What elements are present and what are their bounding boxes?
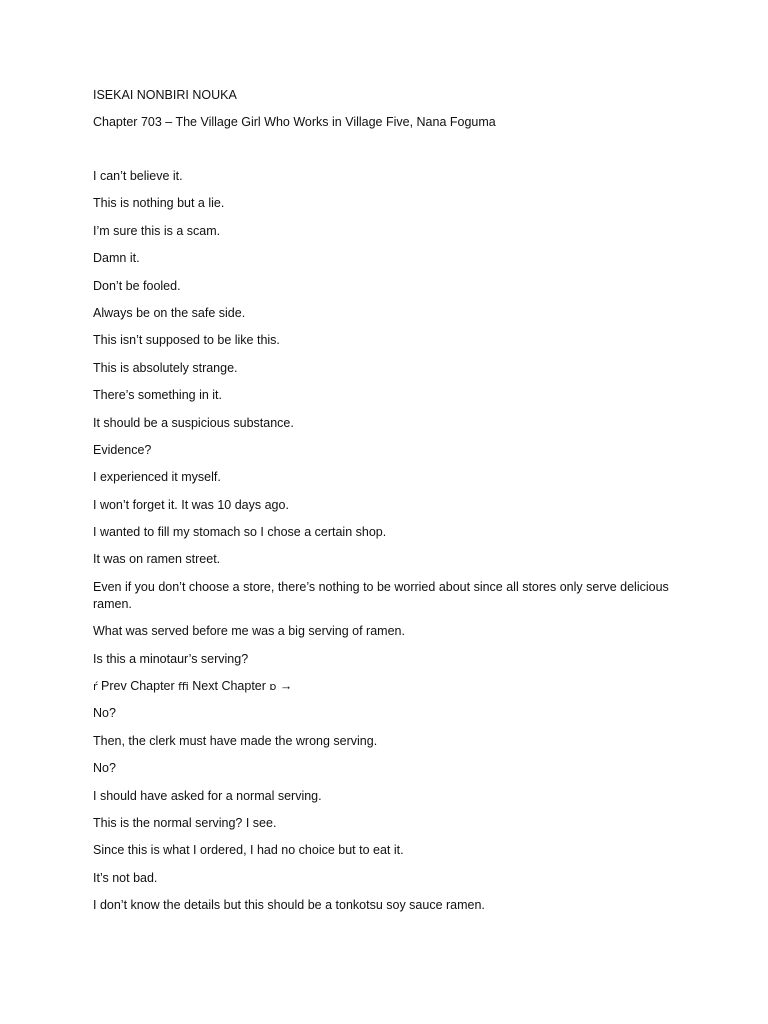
- next-glyph: ɒ: [269, 680, 277, 694]
- paragraph: There’s something in it.: [93, 388, 222, 403]
- paragraph: I can’t believe it.: [93, 169, 183, 183]
- paragraph: Always be on the safe side.: [93, 305, 246, 320]
- document-page: [93, 87, 673, 925]
- chapter-navigation: [93, 678, 673, 695]
- arrow-right-icon: →: [279, 679, 293, 694]
- paragraph: Then, the clerk must have made the wrong serving.: [93, 733, 378, 748]
- paragraph: Don’t be fooled.: [93, 278, 181, 293]
- paragraph: I wanted to fill my stomach so I chose a certain shop.: [93, 525, 387, 540]
- series-title: ISEKAI NONBIRI NOUKA: [93, 88, 237, 102]
- prev-glyph: ŕ: [93, 680, 98, 694]
- paragraph: I don’t know the details but this should be a tonkotsu soy sauce ramen.: [93, 898, 485, 913]
- paragraph: Damn it.: [93, 251, 140, 266]
- paragraph: Even if you don’t choose a store, there’s nothing to be worried about since all stores only serve delicious ramen.: [93, 579, 669, 611]
- chapter-title: Chapter 703 – The Village Girl Who Works in Village Five, Nana Foguma: [93, 115, 496, 129]
- paragraph: No?: [93, 706, 116, 721]
- paragraph: What was served before me was a big serving of ramen.: [93, 624, 405, 639]
- paragraph: This is the normal serving? I see.: [93, 815, 277, 830]
- paragraph: This is absolutely strange.: [93, 360, 238, 375]
- paragraph: No?: [93, 761, 116, 776]
- paragraph: Evidence?: [93, 442, 152, 457]
- paragraph: I should have asked for a normal serving.: [93, 788, 322, 803]
- paragraph: This is nothing but a lie.: [93, 196, 225, 211]
- prev-chapter-link[interactable]: Prev Chapter: [101, 679, 175, 694]
- paragraph: I won’t forget it. It was 10 days ago.: [93, 497, 289, 512]
- paragraph: I experienced it myself.: [93, 470, 221, 485]
- separator-glyph: ﬃ: [178, 680, 189, 694]
- paragraph: Since this is what I ordered, I had no choice but to eat it.: [93, 843, 404, 858]
- paragraph: It should be a suspicious substance.: [93, 415, 294, 430]
- paragraph: It’s not bad.: [93, 870, 158, 885]
- paragraph: This isn’t supposed to be like this.: [93, 333, 280, 348]
- paragraph: I’m sure this is a scam.: [93, 223, 221, 238]
- paragraph: Is this a minotaur’s serving?: [93, 651, 249, 666]
- paragraph: It was on ramen street.: [93, 552, 221, 567]
- next-chapter-link[interactable]: Next Chapter: [192, 679, 266, 694]
